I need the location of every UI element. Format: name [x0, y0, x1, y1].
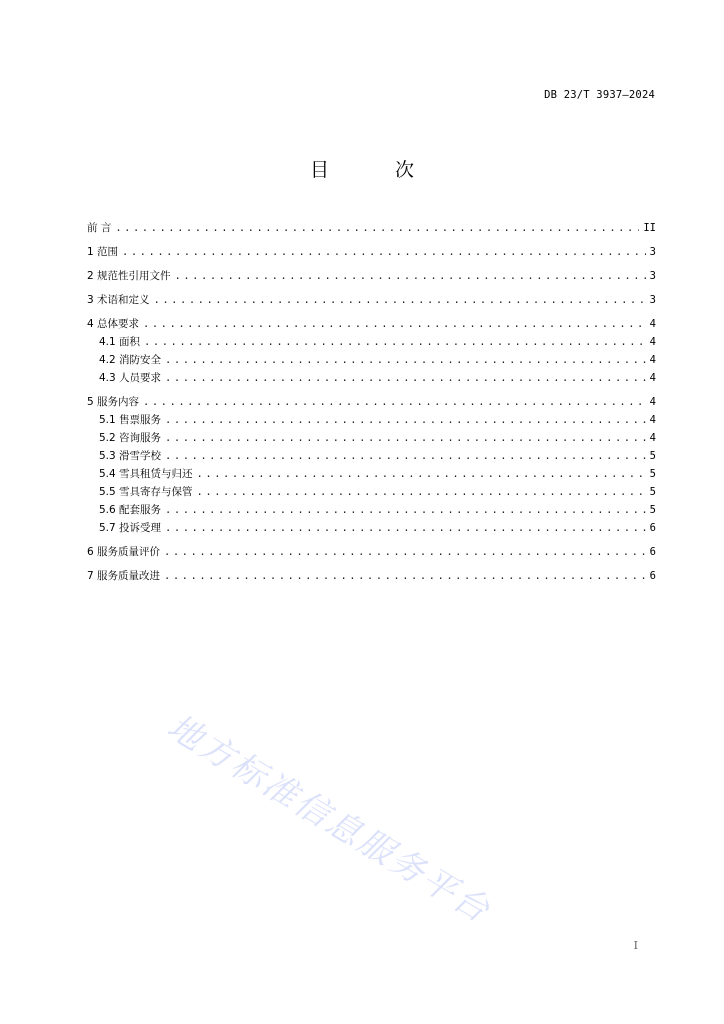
- dot-leader: [115, 219, 639, 237]
- toc-entry-page: 4: [649, 396, 656, 408]
- toc-entry-page: 4: [649, 414, 656, 426]
- dot-leader: [154, 291, 646, 309]
- toc-entry-page: 4: [649, 336, 656, 348]
- dot-leader: [165, 501, 646, 519]
- toc-entry-label: 5.4 雪具租赁与归还: [99, 468, 193, 480]
- toc-entry-area[interactable]: [87, 333, 656, 351]
- toc-entry-personnel[interactable]: [87, 369, 656, 387]
- toc-entry-page: 4: [649, 372, 656, 384]
- watermark: 地方标准信息服务平台: [160, 706, 499, 932]
- toc-entry-page: 6: [649, 546, 656, 558]
- toc-entry-page: 3: [649, 270, 656, 282]
- toc-entry-label: 4 总体要求: [87, 318, 140, 330]
- toc-entry-page: 4: [649, 354, 656, 366]
- toc-entry-scope[interactable]: [87, 243, 656, 261]
- toc-entry-page: 6: [649, 522, 656, 534]
- toc-entry-foreword[interactable]: [87, 219, 656, 237]
- dot-leader: [165, 351, 646, 369]
- toc-entry-label: 前 言: [87, 222, 112, 234]
- toc-entry-label: 4.1 面积: [99, 336, 141, 348]
- toc-entry-page: 4: [649, 318, 656, 330]
- toc-entry-page: 6: [649, 570, 656, 582]
- toc-entry-label: 5.2 咨询服务: [99, 432, 162, 444]
- toc-entry-page: 5: [649, 504, 656, 516]
- toc-entry-label: 3 术语和定义: [87, 294, 150, 306]
- dot-leader: [164, 543, 646, 561]
- dot-leader: [122, 243, 646, 261]
- toc-entry-general-requirements[interactable]: [87, 315, 656, 333]
- toc-entry-label: 2 规范性引用文件: [87, 270, 171, 282]
- toc-entry-page: 5: [649, 450, 656, 462]
- toc-entry-page: 5: [649, 486, 656, 498]
- table-of-contents: [87, 219, 656, 585]
- toc-entry-complaints[interactable]: [87, 519, 656, 537]
- dot-leader: [165, 411, 646, 429]
- toc-entry-page: II: [643, 222, 656, 234]
- toc-entry-normative-references[interactable]: [87, 267, 656, 285]
- dot-leader: [143, 393, 646, 411]
- dot-leader: [165, 429, 646, 447]
- dot-leader: [165, 519, 646, 537]
- toc-entry-label: 7 服务质量改进: [87, 570, 161, 582]
- page-number: I: [633, 939, 638, 952]
- dot-leader: [197, 465, 646, 483]
- toc-entry-label: 4.2 消防安全: [99, 354, 162, 366]
- toc-entry-consulting[interactable]: [87, 429, 656, 447]
- toc-entry-page: 4: [649, 432, 656, 444]
- toc-entry-label: 4.3 人员要求: [99, 372, 162, 384]
- dot-leader: [165, 447, 646, 465]
- toc-entry-equipment-rental[interactable]: [87, 465, 656, 483]
- dot-leader: [164, 567, 646, 585]
- toc-entry-quality-evaluation[interactable]: [87, 543, 656, 561]
- toc-entry-equipment-storage[interactable]: [87, 483, 656, 501]
- toc-entry-label: 5.5 雪具寄存与保管: [99, 486, 193, 498]
- toc-entry-label: 5.1 售票服务: [99, 414, 162, 426]
- toc-entry-label: 5.7 投诉受理: [99, 522, 162, 534]
- toc-entry-page: 3: [649, 294, 656, 306]
- toc-entry-page: 5: [649, 468, 656, 480]
- dot-leader: [165, 369, 646, 387]
- page-title: 目 次: [309, 159, 445, 181]
- toc-entry-label: 1 范围: [87, 246, 119, 258]
- toc-entry-supporting-services[interactable]: [87, 501, 656, 519]
- dot-leader: [143, 315, 646, 333]
- dot-leader: [197, 483, 646, 501]
- toc-entry-label: 5.6 配套服务: [99, 504, 162, 516]
- toc-entry-label: 5.3 滑雪学校: [99, 450, 162, 462]
- document-id: DB 23/T 3937—2024: [544, 89, 655, 101]
- toc-entry-service-content[interactable]: [87, 393, 656, 411]
- toc-entry-label: 6 服务质量评价: [87, 546, 161, 558]
- toc-entry-fire-safety[interactable]: [87, 351, 656, 369]
- toc-entry-quality-improvement[interactable]: [87, 567, 656, 585]
- dot-leader: [144, 333, 646, 351]
- toc-entry-terms-definitions[interactable]: [87, 291, 656, 309]
- dot-leader: [175, 267, 646, 285]
- toc-entry-label: 5 服务内容: [87, 396, 140, 408]
- toc-entry-ski-school[interactable]: [87, 447, 656, 465]
- toc-entry-page: 3: [649, 246, 656, 258]
- toc-entry-ticketing[interactable]: [87, 411, 656, 429]
